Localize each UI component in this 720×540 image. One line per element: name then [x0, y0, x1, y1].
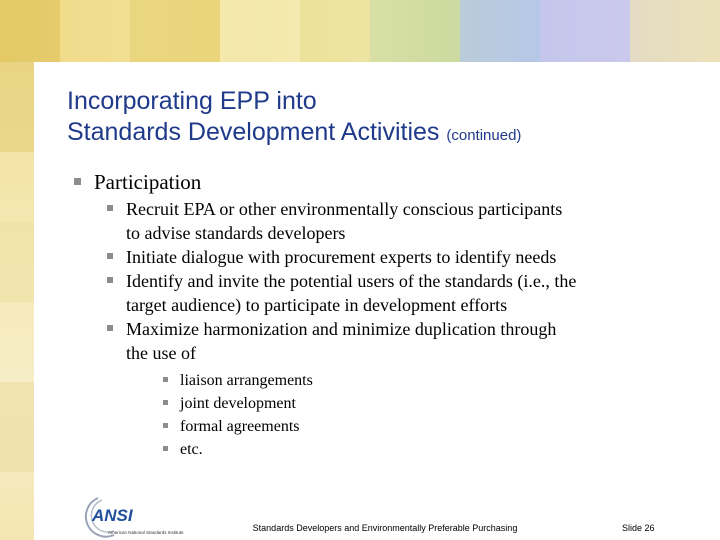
- bullet-square-icon: [163, 446, 168, 451]
- bullet-list: [74, 170, 704, 461]
- sub-sub-bullet-list: [74, 369, 704, 461]
- logo-tagline: American National Standards Institute: [108, 530, 184, 535]
- decorative-left-band: [0, 62, 34, 540]
- sub-sub-bullet-joint: joint development: [74, 392, 704, 415]
- slide-number: Slide 26: [622, 523, 655, 533]
- sub-bullet-maximize: Maximize harmonization and minimize duplication through the use of: [74, 317, 704, 365]
- bullet-square-icon: [107, 205, 113, 211]
- sub-bullet-list: [74, 197, 704, 365]
- title-line-1: Incorporating EPP into: [67, 87, 317, 115]
- title-continued: (continued): [446, 127, 522, 144]
- bullet-square-icon: [163, 400, 168, 405]
- title-line-2: [67, 117, 687, 151]
- bullet-square-icon: [163, 377, 168, 382]
- bullet-square-icon: [74, 178, 81, 185]
- footer-text: Standards Developers and Environmentally Preferable Purchasing: [252, 523, 518, 533]
- sub-sub-bullet-liaison: liaison arrangements: [74, 369, 704, 392]
- sub-bullet-recruit: Recruit EPA or other environmentally conscious participants to advise standards developers: [74, 197, 704, 245]
- bullet-square-icon: [163, 423, 168, 428]
- ansi-logo: [80, 494, 220, 538]
- bullet-square-icon: [107, 253, 113, 259]
- sub-bullet-dialogue: Initiate dialogue with procurement experts to identify needs: [74, 245, 704, 269]
- bullet-square-icon: [107, 325, 113, 331]
- decorative-top-band: [0, 0, 720, 62]
- slide-canvas: [34, 62, 720, 540]
- title-line-2-text: Standards Development Activities: [67, 118, 440, 146]
- sub-sub-bullet-etc: etc.: [74, 438, 704, 461]
- logo-text: ANSI: [92, 506, 133, 525]
- sub-bullet-identify: Identify and invite the potential users of the standards (i.e., the target audience) to participate in development efforts: [74, 269, 704, 317]
- bullet-participation: Participation: [74, 170, 704, 194]
- bullet-square-icon: [107, 277, 113, 283]
- sub-sub-bullet-formal: formal agreements: [74, 415, 704, 438]
- slide-title: [67, 86, 687, 151]
